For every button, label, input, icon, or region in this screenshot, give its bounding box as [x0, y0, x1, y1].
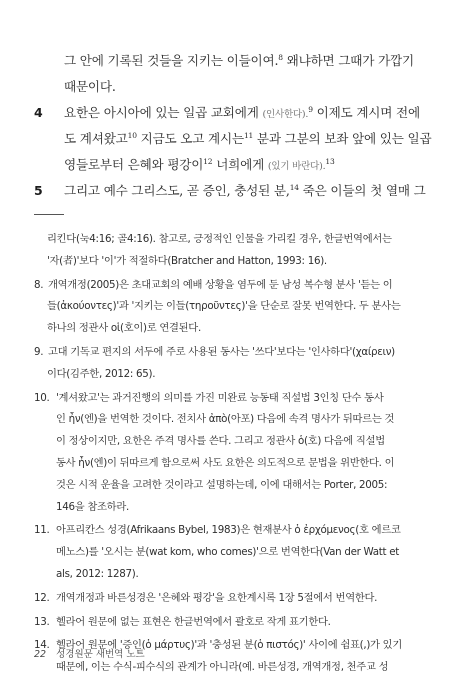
footnote-line: [34, 409, 440, 431]
main-line-6: [34, 178, 440, 204]
footnote-text: 인 ἦν(엔)을 번역한 것이다. 전치사 ἀπὸ(아포) 다음에 속격 명사가 뒤따르는 것: [56, 413, 395, 426]
footnote-text: '계셔왔고'는 과거진행의 의미를 가진 미완료 능동태 직설법 3인칭 단수 동사: [56, 391, 384, 404]
page-number: 22: [34, 649, 47, 660]
footnote-line: [34, 364, 440, 386]
footnote-line: [34, 296, 440, 318]
text: 요한은 아시아에 있는 일곱 교회에게: [64, 105, 263, 120]
verse-number: 4: [34, 105, 43, 120]
footnote-number: 14.: [34, 639, 50, 652]
footnote-text: 이다(김주한, 2012: 65).: [47, 367, 156, 380]
footnote-ref[interactable]: 14: [289, 182, 299, 192]
text: 때문이다.: [64, 79, 116, 94]
footnote-text: 하나의 정관사 οἱ(호이)로 연결된다.: [47, 322, 201, 335]
footnote-text: 동사 ἦν(엔)이 뒤따르게 함으로써 사도 요한은 의도적으로 문법을 위반한다. 이: [56, 456, 395, 469]
footnote-number: 13.: [34, 615, 50, 628]
footnote-line: [34, 318, 440, 340]
text: 너희에게: [212, 157, 268, 172]
main-line-3: [34, 100, 440, 126]
footnote-line: [34, 229, 440, 251]
verse-number: 5: [34, 183, 43, 198]
text: 분과 그분의 보좌 앞에 있는 일곱: [253, 131, 432, 146]
text: 영들로부터 은혜와 평강이: [64, 157, 204, 172]
footnote-ref[interactable]: 10: [127, 130, 137, 140]
main-line-4: [34, 126, 440, 152]
footnote-text: 이 정상이지만, 요한은 주격 명사를 쓴다. 그리고 정관사 ὁ(호) 다음에 직설법: [56, 435, 385, 448]
running-title: 성경원문 새번역 노트: [56, 649, 145, 660]
main-line-5: [34, 152, 440, 178]
main-text: [34, 48, 440, 204]
main-line-2: [34, 74, 440, 100]
footnote-text: 때문에, 이는 수식-피수식의 관계가 아니라(예. 바른성경, 개역개정, 천주교 성: [56, 661, 389, 674]
main-line-1: [34, 48, 440, 74]
footnote-ref[interactable]: 12: [203, 156, 213, 166]
footnotes: [34, 229, 440, 679]
footnote-ref[interactable]: 13: [325, 156, 335, 166]
footnote-ref[interactable]: 9: [308, 104, 313, 114]
footnote-text: '자(者)'보다 '이'가 적절하다(Bratcher and Hatton, 1993: 16).: [47, 254, 327, 267]
footnote-ref[interactable]: 8: [278, 52, 283, 62]
footnote-number: 10.: [34, 391, 50, 404]
footnote-text: 아프리칸스 성경(Afrikaans Bybel, 1983)은 현재분사 ὁ ἐρχόμενος(호 에르코: [56, 524, 401, 537]
footnote-number: 8.: [34, 278, 44, 291]
footnote-text: 개역개정과 바른성경은 '은혜와 평강'을 요한계시록 1장 5절에서 번역한다.: [56, 591, 378, 604]
footnote-text: 리킨다(눅4:16; 골4:16). 참고로, 긍정적인 인물을 가리킬 경우, 한글번역에서는: [47, 233, 392, 245]
footnote-line: [34, 588, 440, 610]
footnote-text: 메노스)를 '오시는 분(wat kom, who comes)'으로 번역한다(Van der Watt et: [56, 546, 400, 559]
supplied-text: (있기 바란다).: [267, 161, 326, 172]
footnote-text: 들(ἀκούοντες)'과 '지키는 이들(τηροῦντες)'을 단순로 잘못 번역한다. 두 분사는: [47, 300, 401, 313]
text: 이제도 계시며 전에: [312, 105, 420, 120]
footnote-line: [34, 251, 440, 273]
page-footer: [34, 646, 145, 660]
footnote-line: [34, 612, 440, 634]
text: 도 계셔왔고: [64, 131, 128, 146]
footnote-line: [34, 388, 440, 410]
footnote-number: 12.: [34, 591, 50, 604]
footnote-text: 헬라어 원문에 없는 표현은 한글번역에서 괄호로 작게 표기한다.: [56, 615, 331, 628]
footnote-line: [34, 453, 440, 475]
footnote-line: [34, 542, 440, 564]
footnote-line: [34, 475, 440, 497]
text: 지금도 오고 계시는: [136, 131, 244, 146]
footnote-line: [34, 275, 440, 297]
footnote-text: 고대 기독교 편지의 서두에 주로 사용된 동사는 '쓰다'보다는 '인사하다'(χαίρειν): [47, 345, 395, 358]
footnote-line: [34, 342, 440, 364]
footnote-line: [34, 657, 440, 679]
footnote-ref[interactable]: 11: [243, 130, 254, 140]
text: 그리고 예수 그리스도, 곧 증인, 충성된 분,: [64, 183, 290, 198]
footnote-divider: [34, 214, 64, 215]
text: 죽은 이들의 첫 열매 그: [298, 183, 426, 198]
footnote-number: 11.: [34, 524, 50, 537]
footnote-text: 개역개정(2005)은 초대교회의 예배 상황을 염두에 둔 남성 복수형 분사 '듣는 이: [47, 278, 393, 291]
supplied-text: (인사한다).: [262, 109, 309, 120]
footnote-line: [34, 564, 440, 586]
footnote-text: als, 2012: 1287).: [56, 567, 139, 580]
footnote-line: [34, 520, 440, 542]
footnote-text: 것은 시적 운율을 고려한 것이라고 설명하는데, 이에 대해서는 Porter, 2005:: [56, 478, 388, 491]
footnote-text: 헬라어 원문에 '증인(ὁ μάρτυς)'과 '충성된 분(ὁ πιστός)' 사이에 쉼표(,)가 있기: [56, 639, 402, 652]
text: 왜냐하면 그때가 가깝기: [282, 53, 414, 68]
footnote-line: [34, 497, 440, 519]
footnote-line: [34, 431, 440, 453]
footnote-number: 9.: [34, 345, 44, 358]
text: 그 안에 기록된 것들을 지키는 이들이여.: [64, 53, 279, 68]
footnote-text: 146을 참조하라.: [56, 500, 129, 513]
